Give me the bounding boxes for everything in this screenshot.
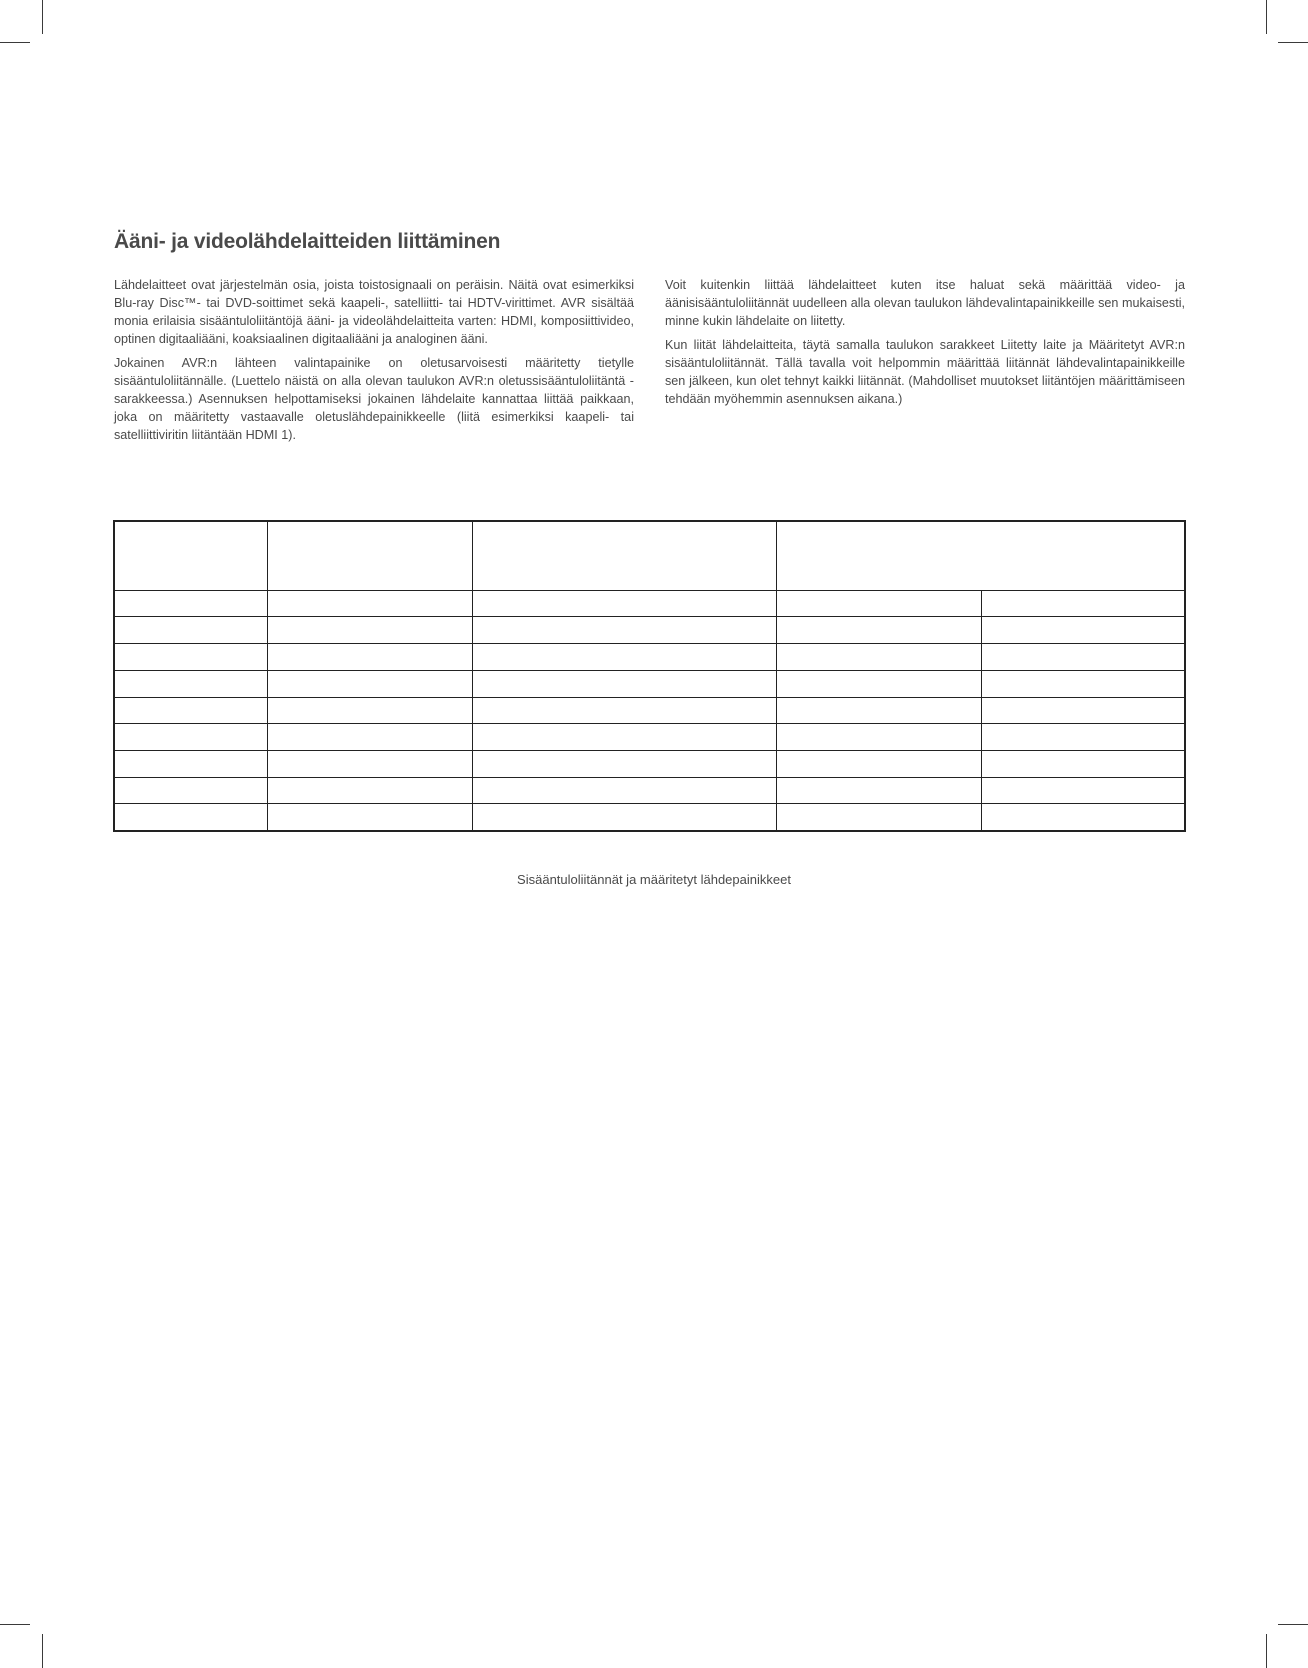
table-cell — [776, 750, 981, 777]
table-cell — [472, 697, 776, 724]
table-cell — [472, 777, 776, 804]
left-text-column — [114, 276, 634, 450]
paragraph: Kun liität lähdelaitteita, täytä samalla taulukon sarakkeet Liitetty laite ja Määritetyt AVR:n sisääntuloliitännät. Tällä tavalla voit helpommin määrittää liitännät lähdevalintapainikkeille sen jälkeen, kun olet tehnyt kaikki liitännät. (Mahdolliset muutokset liitäntöjen määrittämiseen tehdään myöhemmin asennuksen aikana.) — [665, 338, 1185, 406]
table-cell — [114, 617, 267, 644]
crop-mark — [1278, 42, 1308, 43]
header-cell — [776, 521, 1185, 590]
table-cell — [472, 750, 776, 777]
table-row — [114, 697, 1185, 724]
table-row — [114, 670, 1185, 697]
crop-mark — [42, 1634, 43, 1668]
table-cell — [267, 777, 472, 804]
table-cell — [981, 777, 1185, 804]
table-cell — [776, 697, 981, 724]
header-cell — [472, 521, 776, 590]
table-cell — [114, 750, 267, 777]
table-cell — [267, 697, 472, 724]
table-cell — [981, 644, 1185, 671]
table-cell — [776, 777, 981, 804]
table-cell — [981, 590, 1185, 617]
table-cell — [114, 644, 267, 671]
table-cell — [776, 724, 981, 751]
table-cell — [776, 804, 981, 831]
paragraph: Lähdelaitteet ovat järjestelmän osia, joista toistosignaali on peräisin. Näitä ovat esimerkiksi Blu-ray Disc™- tai DVD-soittimet sekä kaapeli-, satelliitti- tai HDTV-virittimet. AVR sisältää monia erilaisia sisääntuloliitäntöjä ääni- ja videolähdelaitteita varten: HDMI, komposiittivideo, optinen digitaaliääni, koaksiaalinen digitaaliääni ja analoginen ääni. — [114, 278, 634, 346]
table-cell — [114, 804, 267, 831]
crop-mark — [0, 42, 30, 43]
table-cell — [267, 750, 472, 777]
table-cell — [981, 617, 1185, 644]
page-title: Ääni- ja videolähdelaitteiden liittäminen — [114, 230, 501, 253]
table-cell — [981, 724, 1185, 751]
table-cell — [472, 724, 776, 751]
table-cell — [267, 590, 472, 617]
table-cell — [472, 670, 776, 697]
crop-mark — [0, 1624, 30, 1625]
table-cell — [114, 777, 267, 804]
crop-mark — [42, 0, 43, 34]
table-cell — [472, 617, 776, 644]
crop-mark — [1266, 0, 1267, 34]
table-row — [114, 590, 1185, 617]
table-cell — [267, 724, 472, 751]
right-text-column — [665, 276, 1185, 414]
table-cell — [267, 644, 472, 671]
table-row — [114, 644, 1185, 671]
table-cell — [472, 804, 776, 831]
table-caption: Sisääntuloliitännät ja määritetyt lähdepainikkeet — [517, 872, 791, 887]
table-cell — [776, 590, 981, 617]
table-cell — [267, 804, 472, 831]
connections-table — [113, 520, 1186, 832]
table-header-row — [114, 521, 1185, 590]
table-cell — [114, 697, 267, 724]
table-cell — [981, 697, 1185, 724]
table-cell — [981, 750, 1185, 777]
table-cell — [776, 644, 981, 671]
crop-mark — [1278, 1624, 1308, 1625]
paragraph: Jokainen AVR:n lähteen valintapainike on oletusarvoisesti määritetty tietylle sisääntuloliitännälle. (Luettelo näistä on alla olevan taulukon AVR:n oletussisääntuloliitäntä -sarakkeessa.) Asennuksen helpottamiseksi jokainen lähdelaite kannattaa liittää paikkaan, joka on määritetty vastaavalle oletuslähdepainikkeelle (liitä esimerkiksi kaapeli- tai satelliittiviritin liitäntään HDMI 1). — [114, 356, 634, 442]
table-row — [114, 617, 1185, 644]
table-cell — [981, 670, 1185, 697]
table-cell — [114, 590, 267, 617]
table-cell — [472, 590, 776, 617]
table-cell — [114, 670, 267, 697]
crop-mark — [1266, 1634, 1267, 1668]
table-cell — [776, 670, 981, 697]
paragraph: Voit kuitenkin liittää lähdelaitteet kuten itse haluat sekä määrittää video- ja äänisisääntuloliitännät uudelleen alla olevan taulukon lähdevalintapainikkeille sen mukaisesti, minne kukin lähdelaite on liitetty. — [665, 278, 1185, 328]
table-row — [114, 750, 1185, 777]
table-cell — [267, 670, 472, 697]
table-row — [114, 804, 1185, 831]
table-row — [114, 777, 1185, 804]
table-cell — [981, 804, 1185, 831]
header-cell — [267, 521, 472, 590]
table-cell — [114, 724, 267, 751]
header-cell — [114, 521, 267, 590]
table-cell — [267, 617, 472, 644]
table-row — [114, 724, 1185, 751]
table-cell — [776, 617, 981, 644]
table-cell — [472, 644, 776, 671]
